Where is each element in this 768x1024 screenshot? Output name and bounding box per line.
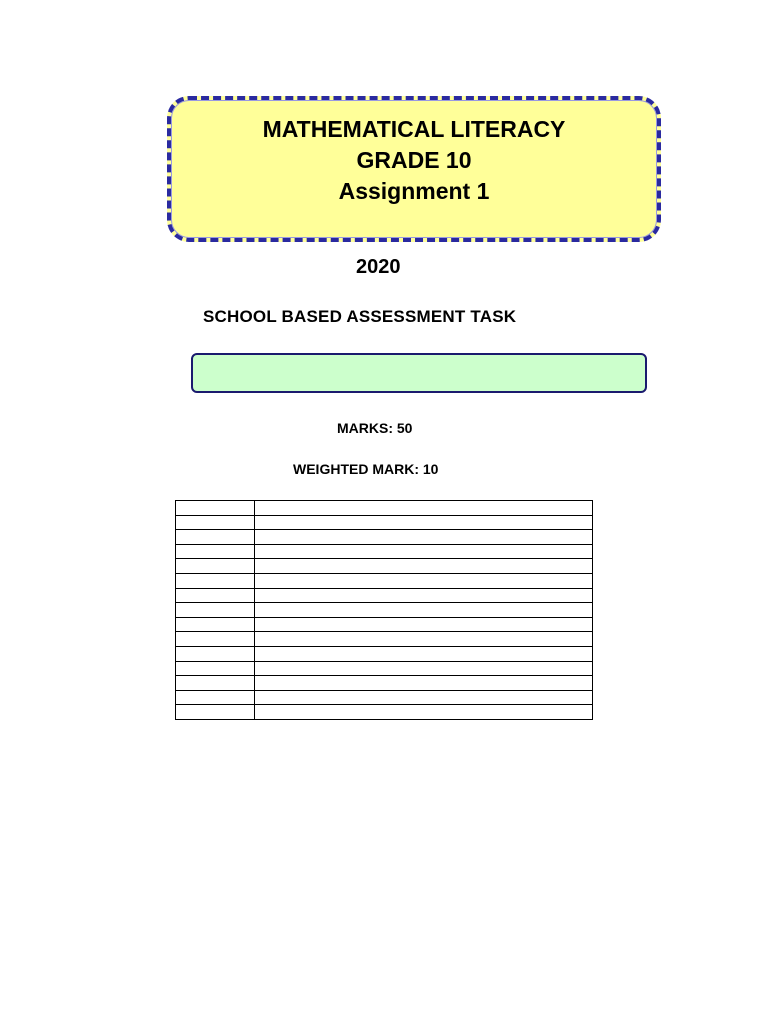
marks-label: MARKS: 50 bbox=[337, 420, 413, 436]
table-cell-value[interactable] bbox=[255, 646, 593, 661]
table-row bbox=[176, 661, 593, 676]
table-row bbox=[176, 501, 593, 516]
table-row bbox=[176, 646, 593, 661]
table-cell-label[interactable] bbox=[176, 632, 255, 647]
table-row bbox=[176, 588, 593, 603]
table-row bbox=[176, 573, 593, 588]
table-row bbox=[176, 559, 593, 574]
table-cell-value[interactable] bbox=[255, 559, 593, 574]
assignment-title: Assignment 1 bbox=[338, 178, 490, 204]
learner-name-box[interactable] bbox=[191, 353, 647, 393]
table-row bbox=[176, 617, 593, 632]
title-box bbox=[167, 96, 661, 242]
table-cell-value[interactable] bbox=[255, 515, 593, 530]
table-row bbox=[176, 705, 593, 720]
table-row bbox=[176, 544, 593, 559]
table-cell-label[interactable] bbox=[176, 530, 255, 545]
table-row bbox=[176, 530, 593, 545]
table-cell-label[interactable] bbox=[176, 603, 255, 618]
grade-title: GRADE 10 bbox=[356, 147, 472, 173]
table-cell-value[interactable] bbox=[255, 573, 593, 588]
table-row bbox=[176, 690, 593, 705]
table-cell-label[interactable] bbox=[176, 705, 255, 720]
subject-title: MATHEMATICAL LITERACY bbox=[262, 116, 566, 142]
table-cell-label[interactable] bbox=[176, 573, 255, 588]
table-row bbox=[176, 515, 593, 530]
table-cell-label[interactable] bbox=[176, 661, 255, 676]
table-cell-label[interactable] bbox=[176, 559, 255, 574]
table-cell-value[interactable] bbox=[255, 603, 593, 618]
table-cell-label[interactable] bbox=[176, 690, 255, 705]
table-cell-value[interactable] bbox=[255, 617, 593, 632]
table-row bbox=[176, 603, 593, 618]
table-cell-value[interactable] bbox=[255, 632, 593, 647]
table-cell-value[interactable] bbox=[255, 690, 593, 705]
table-cell-value[interactable] bbox=[255, 661, 593, 676]
table-cell-value[interactable] bbox=[255, 705, 593, 720]
table-cell-value[interactable] bbox=[255, 676, 593, 691]
table-cell-label[interactable] bbox=[176, 676, 255, 691]
table-cell-value[interactable] bbox=[255, 588, 593, 603]
table-cell-label[interactable] bbox=[176, 544, 255, 559]
weighted-mark-label: WEIGHTED MARK: 10 bbox=[293, 461, 439, 477]
table-cell-label[interactable] bbox=[176, 617, 255, 632]
table-cell-value[interactable] bbox=[255, 501, 593, 516]
table-cell-label[interactable] bbox=[176, 646, 255, 661]
table-row bbox=[176, 676, 593, 691]
blank-info-table bbox=[175, 500, 593, 720]
table-cell-label[interactable] bbox=[176, 588, 255, 603]
table-cell-label[interactable] bbox=[176, 501, 255, 516]
task-type-label: SCHOOL BASED ASSESSMENT TASK bbox=[203, 307, 517, 326]
year-label: 2020 bbox=[356, 256, 401, 278]
table-cell-value[interactable] bbox=[255, 544, 593, 559]
table-row bbox=[176, 632, 593, 647]
table-cell-value[interactable] bbox=[255, 530, 593, 545]
table-cell-label[interactable] bbox=[176, 515, 255, 530]
